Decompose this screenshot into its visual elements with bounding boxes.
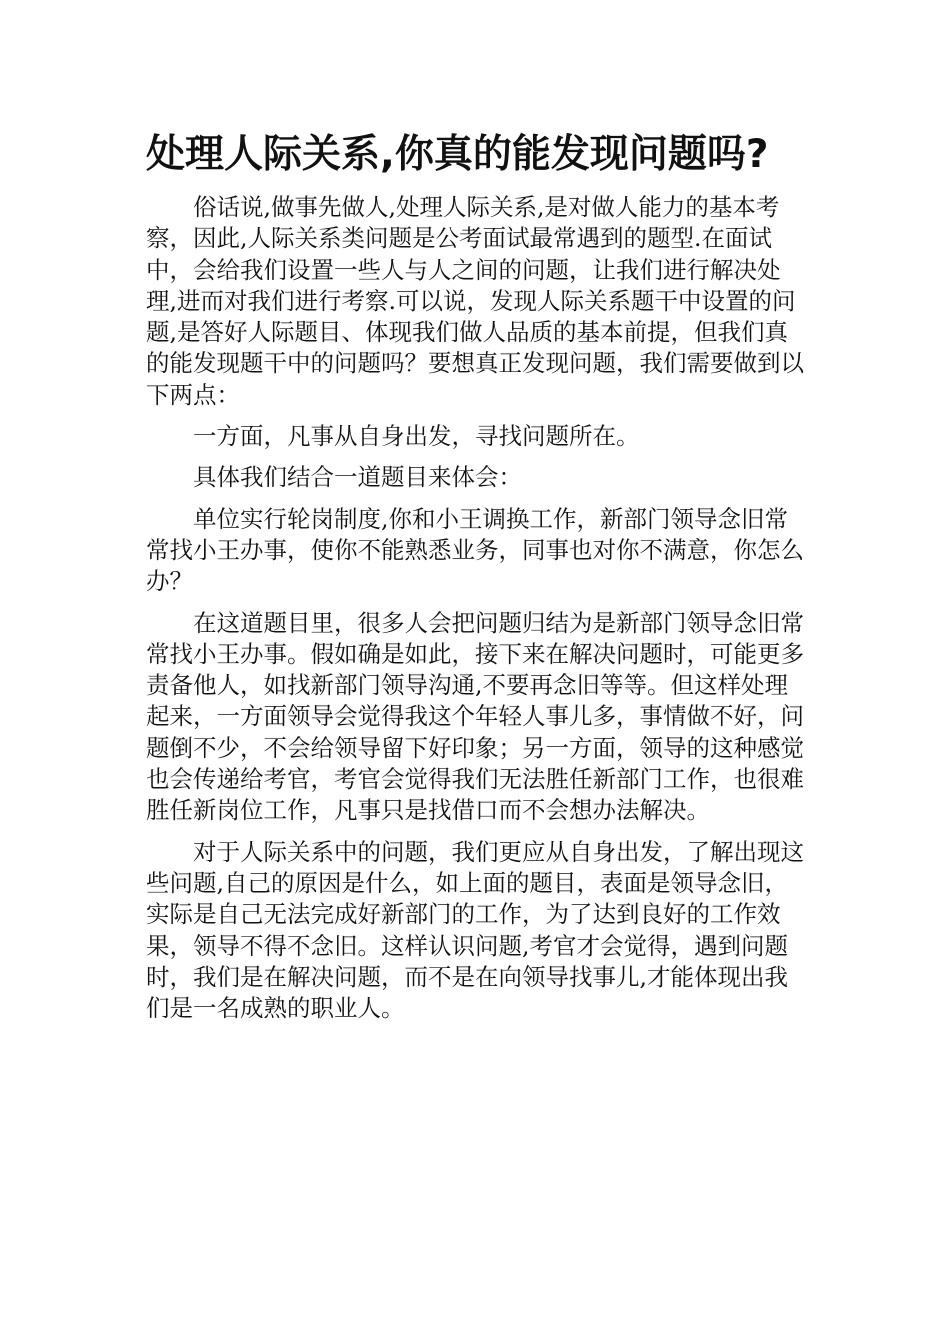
paragraph-point-one: 一方面，凡事从自身出发，寻找问题所在。 — [193, 422, 640, 451]
paragraph-example-lead: 具体我们结合一道题目来体会： — [193, 463, 522, 492]
paragraph-intro: 俗话说,做事先做人,处理人际关系,是对做人能力的基本考察，因此,人际关系类问题是公考面试最常遇到的题型.在面试中，会给我们设置一些人与人之间的问题，让我们进行解决处理,进而对我们进行考察.可以说，发现人际关系题干中设置的问题,是答好人际题目、体现我们做人品质的基本前提，但我们真的能发现题干中的问题吗？要想真正发现问题，我们需要做到以下两点： — [146, 193, 804, 409]
paragraph-analysis: 在这道题目里，很多人会把问题归结为是新部门领导念旧常常找小王办事。假如确是如此，接下来在解决问题时，可能更多责备他人，如找新部门领导沟通,不要再念旧等等。但这样处理起来，一方面领导会觉得我这个年轻人事儿多，事情做不好，问题倒不少，不会给领导留下好印象；另一方面，领导的这种感觉也会传递给考官，考官会觉得我们无法胜任新部门工作，也很难胜任新岗位工作，凡事只是找借口而不会想办法解决。 — [146, 608, 804, 825]
document-title: 处理人际关系,你真的能发现问题吗? — [146, 132, 769, 177]
document-page — [146, 128, 810, 1034]
paragraph-question: 单位实行轮岗制度,你和小王调换工作，新部门领导念旧常常找小王办事，使你不能熟悉业务，同事也对你不满意，你怎么办？ — [146, 504, 804, 596]
paragraph-conclusion: 对于人际关系中的问题，我们更应从自身出发，了解出现这些问题,自己的原因是什么，如上面的题目，表面是领导念旧，实际是自己无法完成好新部门的工作，为了达到良好的工作效果，领导不得不念旧。这样认识问题,考官才会觉得，遇到问题时，我们是在解决问题，而不是在向领导找事儿,才能体现出我们是一名成熟的职业人。 — [146, 837, 804, 1023]
